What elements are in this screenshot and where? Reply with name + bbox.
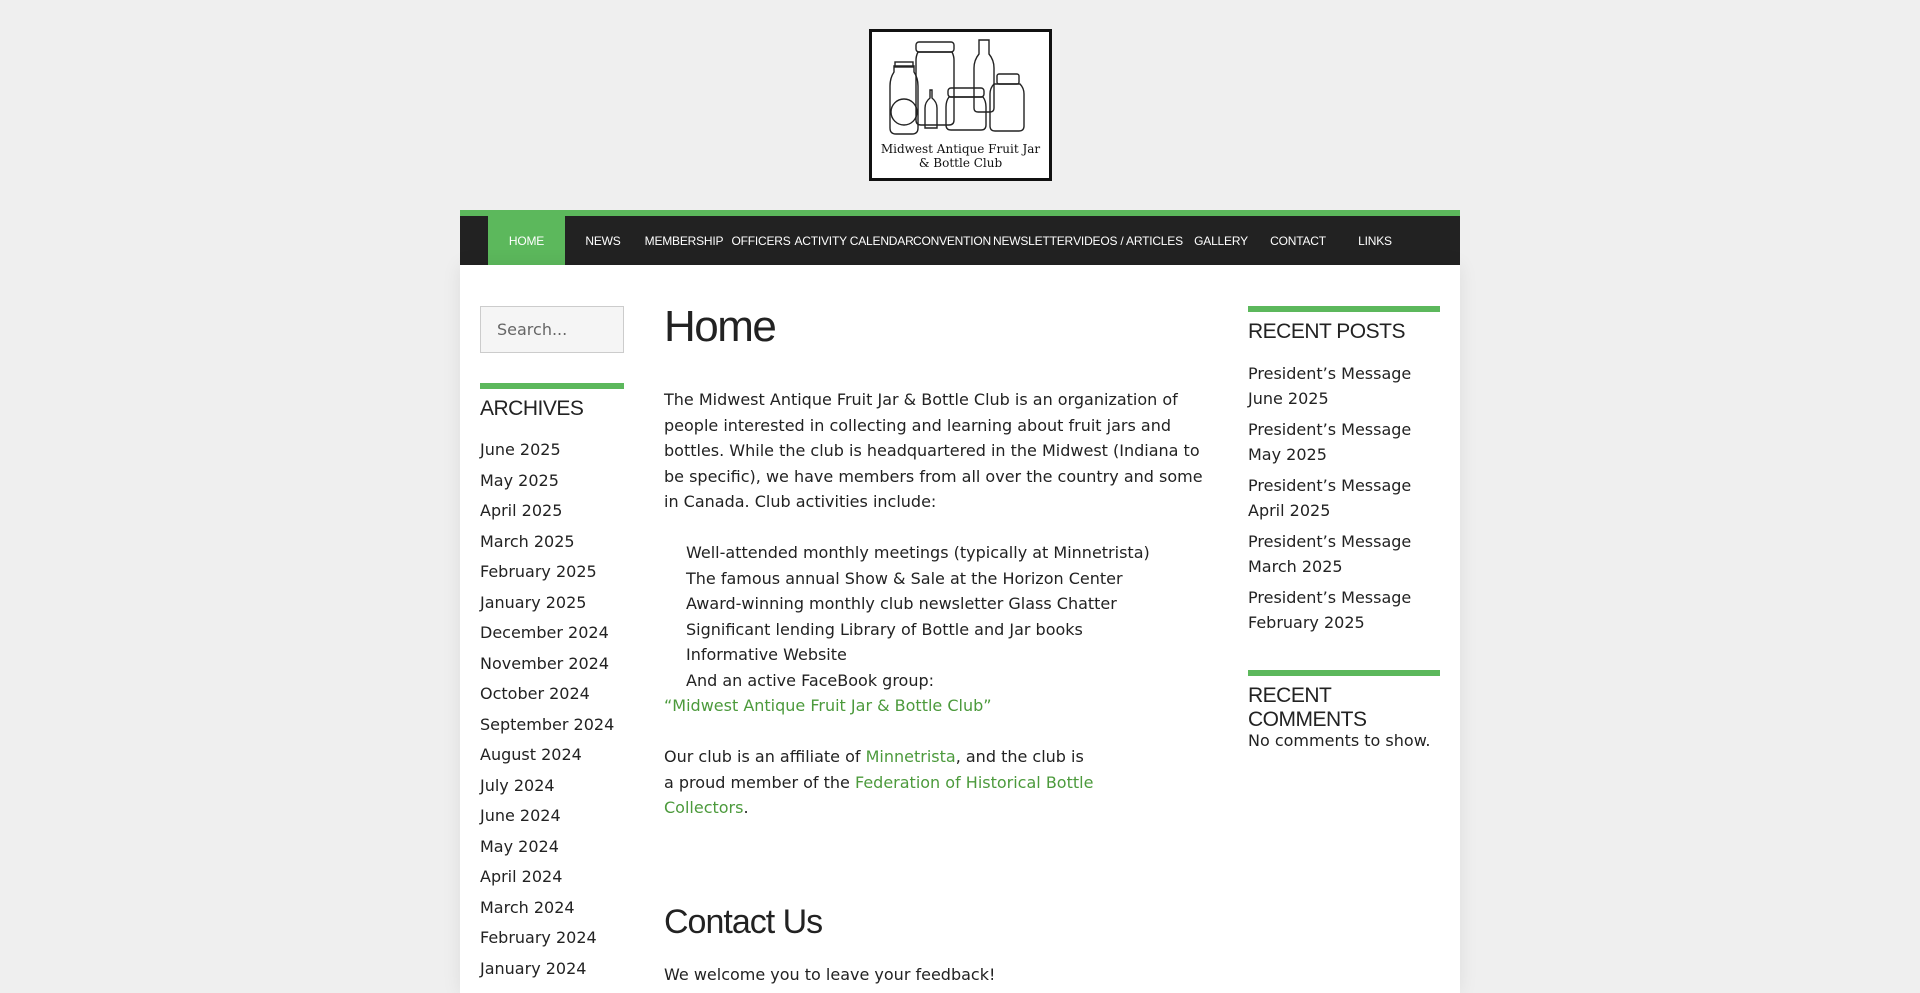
contact-text: We welcome you to leave your feedback! xyxy=(664,965,996,984)
logo-text xyxy=(872,142,1049,170)
nav-item-links[interactable]: LINKS xyxy=(1358,233,1392,248)
intro-paragraph: The Midwest Antique Fruit Jar & Bottle Club is an organization of people interested in collecting and learning about fruit jars and bottles. While the club is headquartered in the Midwest (Indiana to be specific), we have members from all over the country and some in Canada. Club activities include: xyxy=(664,390,1203,511)
nav-item-contact[interactable]: CONTACT xyxy=(1270,233,1326,248)
activity-item: Informative Website xyxy=(686,645,847,664)
nav-item-membership[interactable]: MEMBERSHIP xyxy=(644,233,724,248)
archive-link[interactable]: December 2024 xyxy=(480,623,609,642)
recent-posts-list xyxy=(1248,361,1448,641)
archive-link[interactable]: January 2024 xyxy=(480,958,587,978)
recent-post-link[interactable]: President’s Message March 2025 xyxy=(1248,532,1412,576)
archive-link[interactable]: August 2024 xyxy=(480,745,582,764)
archive-link[interactable]: September 2024 xyxy=(480,714,615,734)
affiliate-text-pre: Our club is an affiliate of xyxy=(664,747,866,766)
archive-link[interactable]: May 2025 xyxy=(480,470,559,490)
recent-comments-title: RECENT COMMENTS xyxy=(1248,670,1440,732)
archive-link[interactable]: November 2024 xyxy=(480,653,610,673)
archive-link[interactable]: March 2025 xyxy=(480,531,575,551)
affiliate-paragraph xyxy=(664,744,1094,821)
archives-list xyxy=(480,435,614,984)
archive-link[interactable]: March 2024 xyxy=(480,897,575,917)
nav-item-convention[interactable]: CONVENTION xyxy=(913,233,992,248)
archive-link[interactable]: February 2025 xyxy=(480,562,597,581)
archive-link[interactable]: January 2025 xyxy=(480,592,587,612)
page-title: Home xyxy=(664,302,776,351)
recent-post-link[interactable]: President’s Message June 2025 xyxy=(1248,364,1412,408)
facebook-group-link[interactable]: “Midwest Antique Fruit Jar & Bottle Club” xyxy=(664,696,992,715)
logo-text-line-2: & Bottle Club xyxy=(918,156,1003,170)
recent-post-link[interactable]: President’s Message February 2025 xyxy=(1248,588,1412,632)
archive-link[interactable]: June 2025 xyxy=(480,440,561,459)
archives-title: ARCHIVES xyxy=(480,383,624,421)
affiliate-text-post: . xyxy=(743,798,749,817)
nav-item-videos-articles[interactable]: VIDEOS / ARTICLES xyxy=(1073,233,1183,248)
archive-link[interactable]: October 2024 xyxy=(480,684,590,703)
activity-item: Well-attended monthly meetings (typically at Minnetrista) xyxy=(686,543,1150,562)
archive-link[interactable]: February 2024 xyxy=(480,928,597,947)
minnetrista-link[interactable]: Minnetrista xyxy=(865,747,956,766)
nav-item-officers[interactable]: OFFICERS xyxy=(731,233,791,248)
recent-post-link[interactable]: President’s Message April 2025 xyxy=(1248,476,1412,520)
fohbc-link[interactable]: Federation of Historical Bottle Collectors xyxy=(664,772,1094,817)
activity-item: Award-winning monthly club newsletter Glass Chatter xyxy=(686,594,1117,613)
recent-post-link[interactable]: President’s Message May 2025 xyxy=(1248,420,1412,464)
search-input[interactable] xyxy=(480,306,624,353)
archive-link[interactable]: July 2024 xyxy=(480,775,555,795)
main-nav xyxy=(460,210,1460,265)
archive-link[interactable]: June 2024 xyxy=(480,806,561,825)
archive-link[interactable]: May 2024 xyxy=(480,836,559,856)
contact-title: Contact Us xyxy=(664,903,823,941)
archive-link[interactable]: April 2024 xyxy=(480,867,563,886)
nav-item-home[interactable]: HOME xyxy=(488,216,565,265)
activity-item: Significant lending Library of Bottle and Jar books xyxy=(686,619,1083,639)
site-logo[interactable] xyxy=(869,29,1052,181)
nav-item-gallery[interactable]: GALLERY xyxy=(1194,233,1248,248)
jars-illustration-icon xyxy=(872,32,1049,142)
logo-text-line-1: Midwest Antique Fruit Jar xyxy=(880,142,1041,156)
no-comments-text: No comments to show. xyxy=(1248,731,1431,750)
main-content xyxy=(664,387,1214,821)
activity-item: And an active FaceBook group: xyxy=(686,670,935,690)
recent-posts-title: RECENT POSTS xyxy=(1248,306,1440,344)
affiliate-text-mid: , and the club is a proud member of the xyxy=(664,747,1084,792)
nav-item-news[interactable]: NEWS xyxy=(585,233,621,248)
archive-link[interactable]: April 2025 xyxy=(480,501,563,520)
nav-item-newsletter[interactable]: NEWSLETTER xyxy=(992,233,1073,248)
activity-item: The famous annual Show & Sale at the Horizon Center xyxy=(686,568,1123,588)
nav-item-activity-calendar[interactable]: ACTIVITY CALENDAR xyxy=(794,233,914,248)
